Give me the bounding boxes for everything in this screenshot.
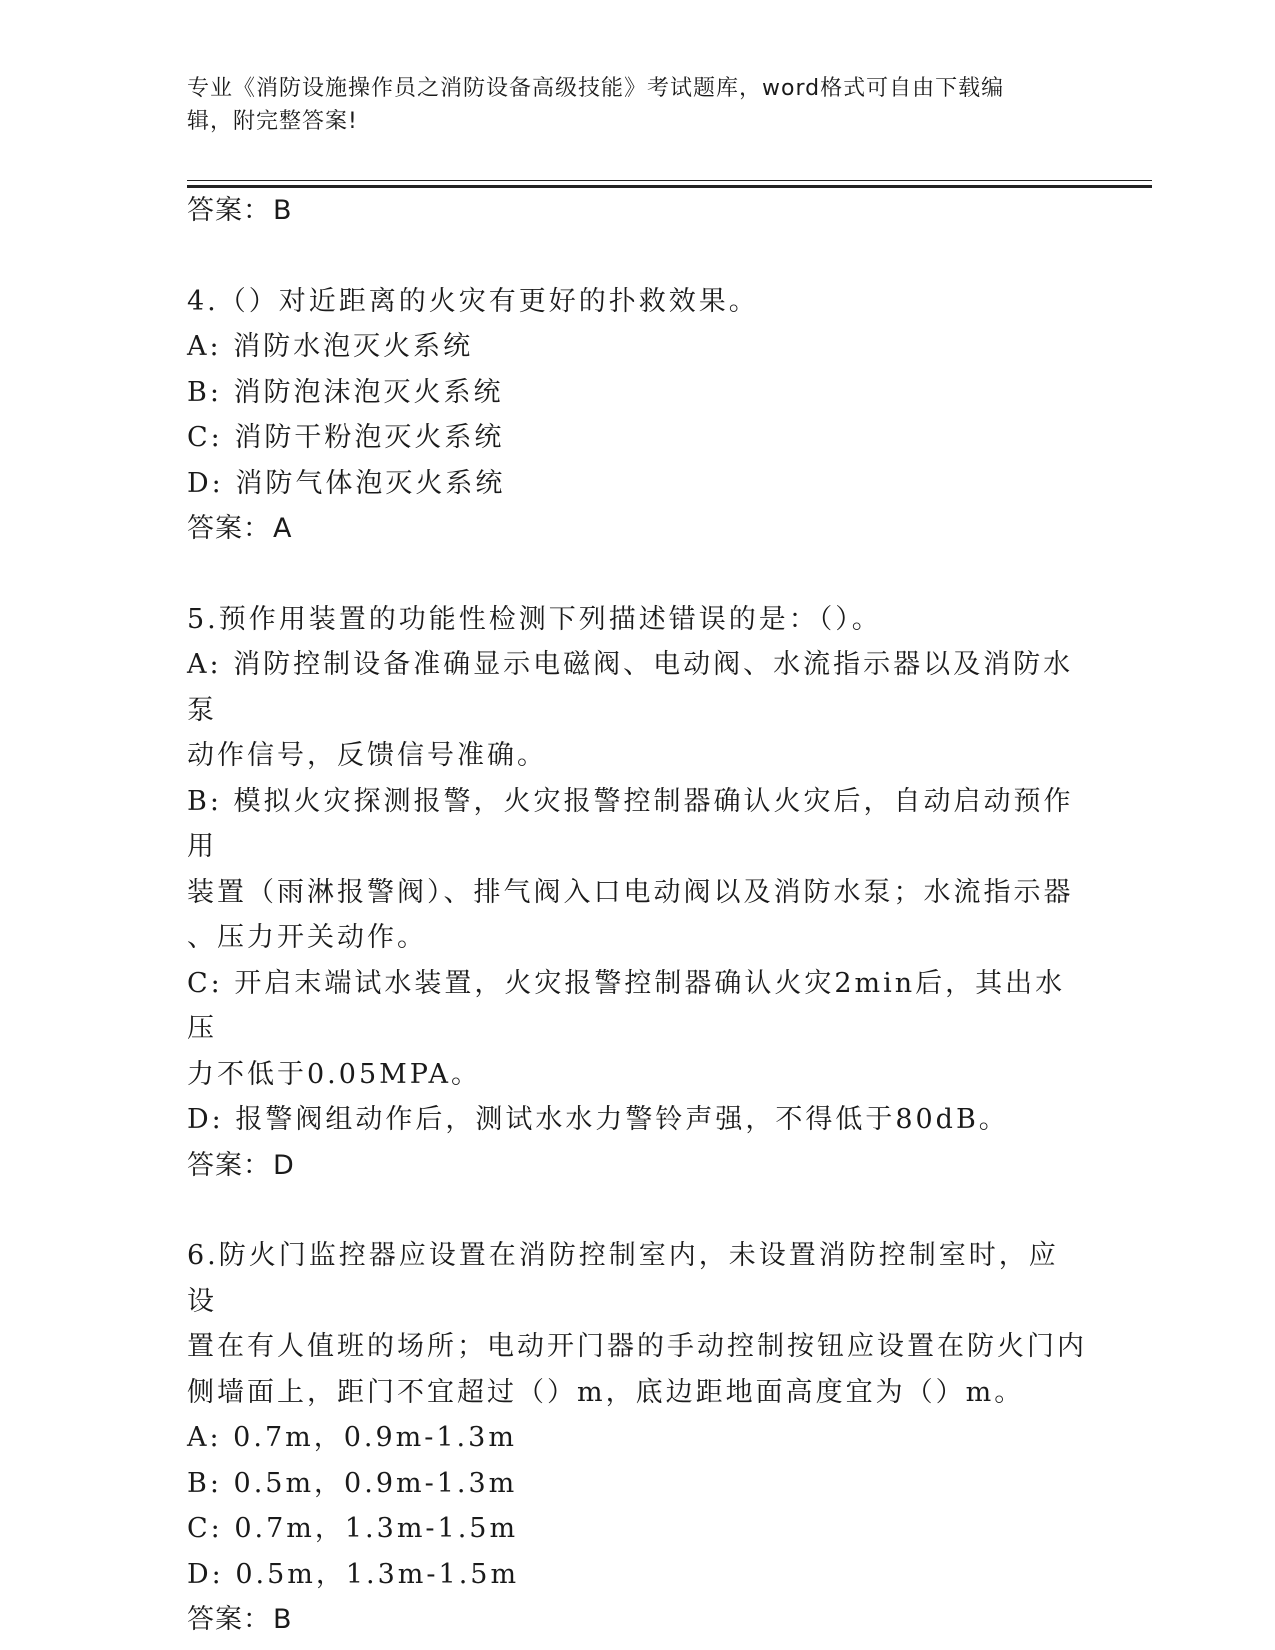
question-stem-cont: 置在有人值班的场所；电动开门器的手动控制按钮应设置在防火门内 bbox=[187, 1331, 1087, 1362]
answer-line bbox=[187, 188, 1087, 234]
option-b-cont: 、压力开关动作。 bbox=[187, 922, 427, 953]
answer-label: 答案： bbox=[187, 1149, 271, 1181]
question-stem: 6.防火门监控器应设置在消防控制室内，未设置消防控制室时，应设 bbox=[187, 1240, 1059, 1317]
option-c: C: 消防干粉泡灭火系统 bbox=[187, 422, 505, 453]
page-header bbox=[187, 72, 1087, 138]
question-stem: 4.（）对近距离的火灾有更好的扑救效果。 bbox=[187, 285, 759, 317]
header-divider-thin bbox=[187, 180, 1152, 181]
spacer bbox=[187, 1188, 1087, 1233]
spacer bbox=[187, 234, 1087, 279]
option-a: A: 消防控制设备准确显示电磁阀、电动阀、水流指示器以及消防水泵 bbox=[187, 649, 1074, 726]
question-6 bbox=[187, 1233, 1087, 1643]
answer-line bbox=[187, 1597, 1087, 1643]
option-b: B: 消防泡沫泡灭火系统 bbox=[187, 376, 504, 408]
option-d: D: 消防气体泡灭火系统 bbox=[187, 467, 506, 499]
answer-line bbox=[187, 506, 1087, 552]
answer-value: A bbox=[273, 513, 293, 544]
question-stem-cont: 侧墙面上，距门不宜超过（）m，底边距地面高度宜为（）m。 bbox=[187, 1376, 1025, 1408]
option-b-cont: 装置（雨淋报警阀）、排气阀入口电动阀以及消防水泵；水流指示器 bbox=[187, 876, 1074, 908]
question-4 bbox=[187, 279, 1087, 552]
answer-value: D bbox=[273, 1149, 295, 1181]
answer-value: B bbox=[273, 195, 293, 226]
header-line-1: 专业《消防设施操作员之消防设备高级技能》考试题库，word格式可自由下载编 bbox=[187, 76, 1005, 101]
header-line-2: 辑，附完整答案! bbox=[187, 109, 358, 134]
option-d: D: 0.5m，1.3m-1.5m bbox=[187, 1558, 520, 1590]
option-c-cont: 力不低于0.05MPA。 bbox=[187, 1058, 481, 1090]
option-a: A: 消防水泡灭火系统 bbox=[187, 331, 474, 362]
answer-value: B bbox=[273, 1604, 293, 1635]
spacer bbox=[187, 552, 1087, 597]
option-c: C: 0.7m，1.3m-1.5m bbox=[187, 1513, 519, 1544]
question-content bbox=[187, 188, 1087, 1643]
option-d: D: 报警阀组动作后，测试水水力警铃声强，不得低于80dB。 bbox=[187, 1104, 1009, 1135]
answer-line bbox=[187, 1143, 1087, 1189]
answer-label: 答案： bbox=[187, 195, 271, 226]
question-stem: 5.预作用装置的功能性检测下列描述错误的是：（）。 bbox=[187, 603, 882, 635]
option-c: C: 开启末端试水装置，火灾报警控制器确认火灾2min后，其出水压 bbox=[187, 967, 1066, 1044]
option-b: B: 模拟火灾探测报警，火灾报警控制器确认火灾后，自动启动预作用 bbox=[187, 785, 1074, 862]
answer-label: 答案： bbox=[187, 1604, 271, 1635]
option-a: A: 0.7m，0.9m-1.3m bbox=[187, 1422, 517, 1453]
option-a-cont: 动作信号，反馈信号准确。 bbox=[187, 740, 547, 771]
question-5 bbox=[187, 597, 1087, 1189]
option-b: B: 0.5m，0.9m-1.3m bbox=[187, 1467, 518, 1499]
answer-label: 答案： bbox=[187, 513, 271, 544]
